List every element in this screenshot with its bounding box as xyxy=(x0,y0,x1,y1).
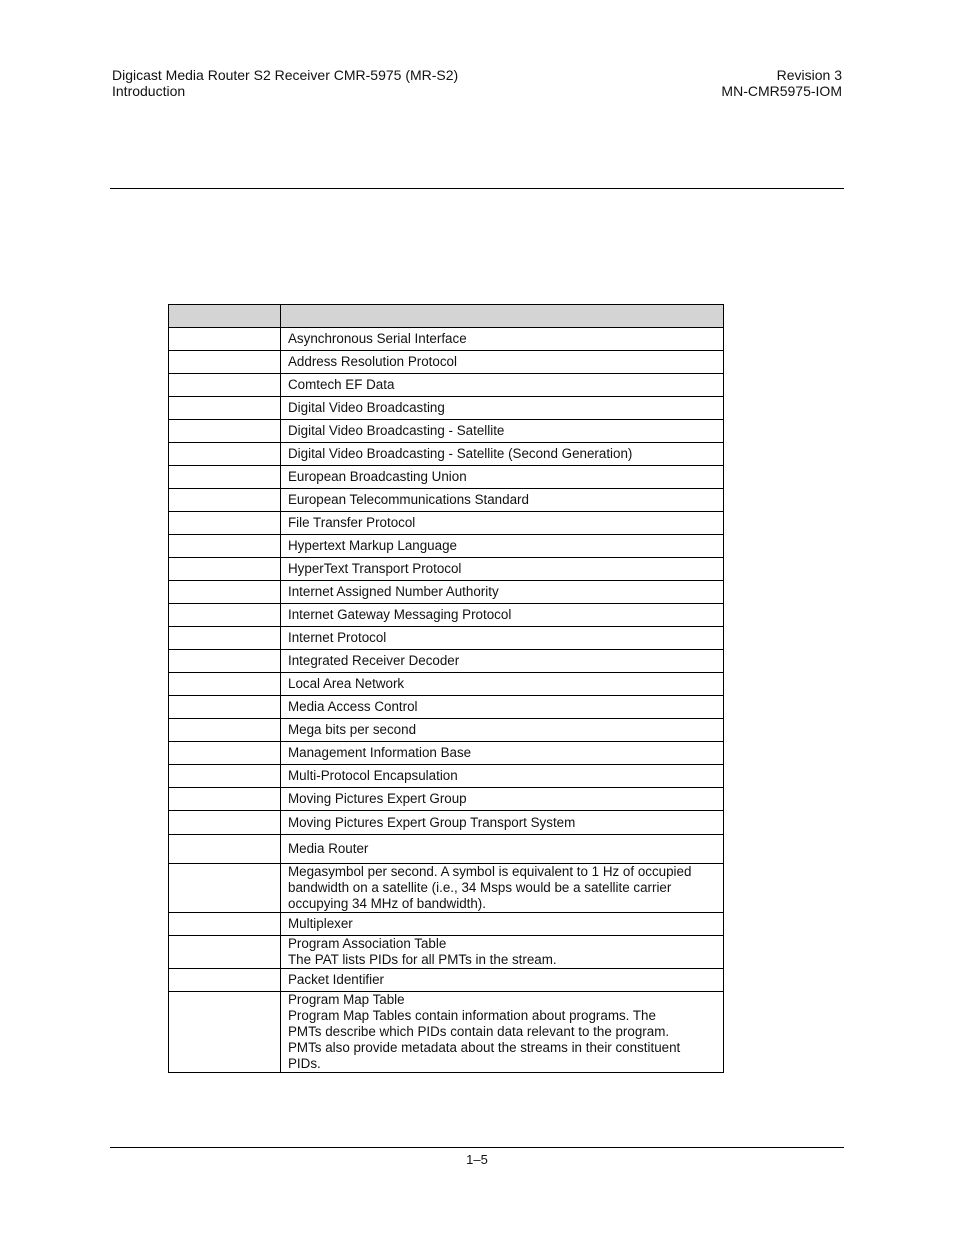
definition-line: File Transfer Protocol xyxy=(288,515,416,530)
definition-line: PIDs. xyxy=(288,1056,321,1071)
abbreviation-cell xyxy=(169,969,281,992)
definition-cell xyxy=(281,443,724,466)
table-row xyxy=(169,765,724,788)
table-row xyxy=(169,936,724,969)
abbreviation-cell xyxy=(169,696,281,719)
abbreviation-cell xyxy=(169,788,281,811)
abbreviation-cell xyxy=(169,811,281,835)
definition-line: Moving Pictures Expert Group Transport System xyxy=(288,814,576,830)
definition-line: Megasymbol per second. A symbol is equivalent to 1 Hz of occupied xyxy=(288,864,692,879)
abbreviation-cell xyxy=(169,512,281,535)
definition-line: occupying 34 MHz of bandwidth). xyxy=(288,896,486,911)
definition-cell xyxy=(281,835,724,864)
abbreviation-cell xyxy=(169,351,281,374)
definition-line: Internet Assigned Number Authority xyxy=(288,584,499,599)
abbreviation-cell xyxy=(169,443,281,466)
abbreviation-cell xyxy=(169,627,281,650)
definition-cell xyxy=(281,650,724,673)
table-row xyxy=(169,604,724,627)
definition-line: Program Association Table xyxy=(288,936,447,951)
definition-line: Hypertext Markup Language xyxy=(288,538,457,553)
abbreviation-cell xyxy=(169,936,281,969)
page-number: 1–5 xyxy=(466,1152,488,1167)
table-body xyxy=(169,328,724,1073)
definition-line: Packet Identifier xyxy=(288,972,385,987)
abbreviation-cell xyxy=(169,650,281,673)
abbreviation-cell xyxy=(169,328,281,351)
revision-label: Revision 3 xyxy=(776,67,842,83)
table-row xyxy=(169,719,724,742)
definition-line: PMTs also provide metadata about the streams in their constituent xyxy=(288,1040,681,1055)
definition-cell xyxy=(281,969,724,992)
table-row xyxy=(169,581,724,604)
abbreviation-cell xyxy=(169,581,281,604)
column-header-abbreviation xyxy=(169,305,281,328)
definition-cell xyxy=(281,864,724,913)
abbreviation-cell xyxy=(169,397,281,420)
definition-cell xyxy=(281,558,724,581)
definition-cell xyxy=(281,604,724,627)
definition-line: European Telecommunications Standard xyxy=(288,492,529,507)
definition-cell xyxy=(281,512,724,535)
table-row xyxy=(169,673,724,696)
definition-line: Digital Video Broadcasting - Satellite xyxy=(288,423,505,438)
definition-cell xyxy=(281,535,724,558)
definition-line: Multi-Protocol Encapsulation xyxy=(288,768,458,783)
abbreviation-cell xyxy=(169,535,281,558)
document-number: MN-CMR5975-IOM xyxy=(721,83,842,99)
definition-line: Multiplexer xyxy=(288,916,353,931)
definition-cell xyxy=(281,397,724,420)
abbreviation-cell xyxy=(169,719,281,742)
table-row xyxy=(169,512,724,535)
definition-cell xyxy=(281,788,724,811)
table-row xyxy=(169,489,724,512)
header-divider xyxy=(110,188,844,189)
definition-cell xyxy=(281,351,724,374)
definition-line: Mega bits per second xyxy=(288,722,417,737)
abbreviation-cell xyxy=(169,489,281,512)
definition-line: bandwidth on a satellite (i.e., 34 Msps would be a satellite carrier xyxy=(288,880,672,895)
definition-cell xyxy=(281,719,724,742)
definition-line: Program Map Table xyxy=(288,992,405,1007)
abbreviation-cell xyxy=(169,992,281,1073)
table-header-row xyxy=(169,305,724,328)
table-row xyxy=(169,788,724,811)
table-row xyxy=(169,696,724,719)
definition-cell xyxy=(281,673,724,696)
table-row xyxy=(169,397,724,420)
abbreviation-cell xyxy=(169,466,281,489)
table-row xyxy=(169,969,724,992)
document-title: Digicast Media Router S2 Receiver CMR-5975 (MR-S2) xyxy=(112,67,459,83)
table-row xyxy=(169,811,724,835)
column-header-definition xyxy=(281,305,724,328)
abbreviation-cell xyxy=(169,673,281,696)
definition-line: Integrated Receiver Decoder xyxy=(288,653,460,668)
definition-line: The PAT lists PIDs for all PMTs in the stream. xyxy=(288,952,557,967)
abbreviation-cell xyxy=(169,913,281,936)
abbreviation-cell xyxy=(169,604,281,627)
table-row xyxy=(169,742,724,765)
definition-line: Asynchronous Serial Interface xyxy=(288,331,467,346)
chapter-name: Introduction xyxy=(112,83,186,99)
definition-cell xyxy=(281,328,724,351)
definition-line: Media Access Control xyxy=(288,699,418,714)
definition-cell xyxy=(281,420,724,443)
abbreviation-cell xyxy=(169,558,281,581)
definition-cell xyxy=(281,913,724,936)
definition-line: Internet Protocol xyxy=(288,630,387,645)
abbreviation-cell xyxy=(169,374,281,397)
definition-line: HyperText Transport Protocol xyxy=(288,561,462,576)
table-row xyxy=(169,992,724,1073)
abbreviation-cell xyxy=(169,835,281,864)
table-row xyxy=(169,351,724,374)
table-row xyxy=(169,558,724,581)
definition-line: Management Information Base xyxy=(288,745,472,760)
abbreviation-cell xyxy=(169,864,281,913)
definition-cell xyxy=(281,489,724,512)
definition-cell xyxy=(281,466,724,489)
definition-cell xyxy=(281,581,724,604)
table-row xyxy=(169,443,724,466)
definition-cell xyxy=(281,992,724,1073)
table-row xyxy=(169,627,724,650)
definition-line: Address Resolution Protocol xyxy=(288,354,457,369)
abbreviation-cell xyxy=(169,765,281,788)
running-header-right xyxy=(721,67,842,99)
definition-line: European Broadcasting Union xyxy=(288,469,467,484)
table-row xyxy=(169,913,724,936)
definition-line: Digital Video Broadcasting - Satellite (Second Generation) xyxy=(288,446,633,461)
running-header-left xyxy=(112,67,458,99)
abbreviation-cell xyxy=(169,420,281,443)
definition-line: Program Map Tables contain information about programs. The xyxy=(288,1008,656,1023)
definition-line: PMTs describe which PIDs contain data relevant to the program. xyxy=(288,1024,670,1039)
definition-cell xyxy=(281,374,724,397)
footer-divider xyxy=(110,1147,844,1148)
table-row xyxy=(169,420,724,443)
table-row xyxy=(169,374,724,397)
table-row xyxy=(169,835,724,864)
abbreviations-table xyxy=(168,304,724,1073)
definition-line: Digital Video Broadcasting xyxy=(288,400,445,415)
definition-cell xyxy=(281,742,724,765)
definition-cell xyxy=(281,765,724,788)
definition-cell xyxy=(281,811,724,835)
definition-cell xyxy=(281,627,724,650)
definition-line: Media Router xyxy=(288,841,369,856)
definition-cell xyxy=(281,936,724,969)
table-row xyxy=(169,328,724,351)
definition-line: Comtech EF Data xyxy=(288,377,395,392)
table-row xyxy=(169,466,724,489)
table-row xyxy=(169,650,724,673)
definition-line: Moving Pictures Expert Group xyxy=(288,791,467,806)
definition-cell xyxy=(281,696,724,719)
table-row xyxy=(169,535,724,558)
abbreviation-cell xyxy=(169,742,281,765)
definition-line: Local Area Network xyxy=(288,676,405,691)
table-row xyxy=(169,864,724,913)
definition-line: Internet Gateway Messaging Protocol xyxy=(288,607,512,622)
